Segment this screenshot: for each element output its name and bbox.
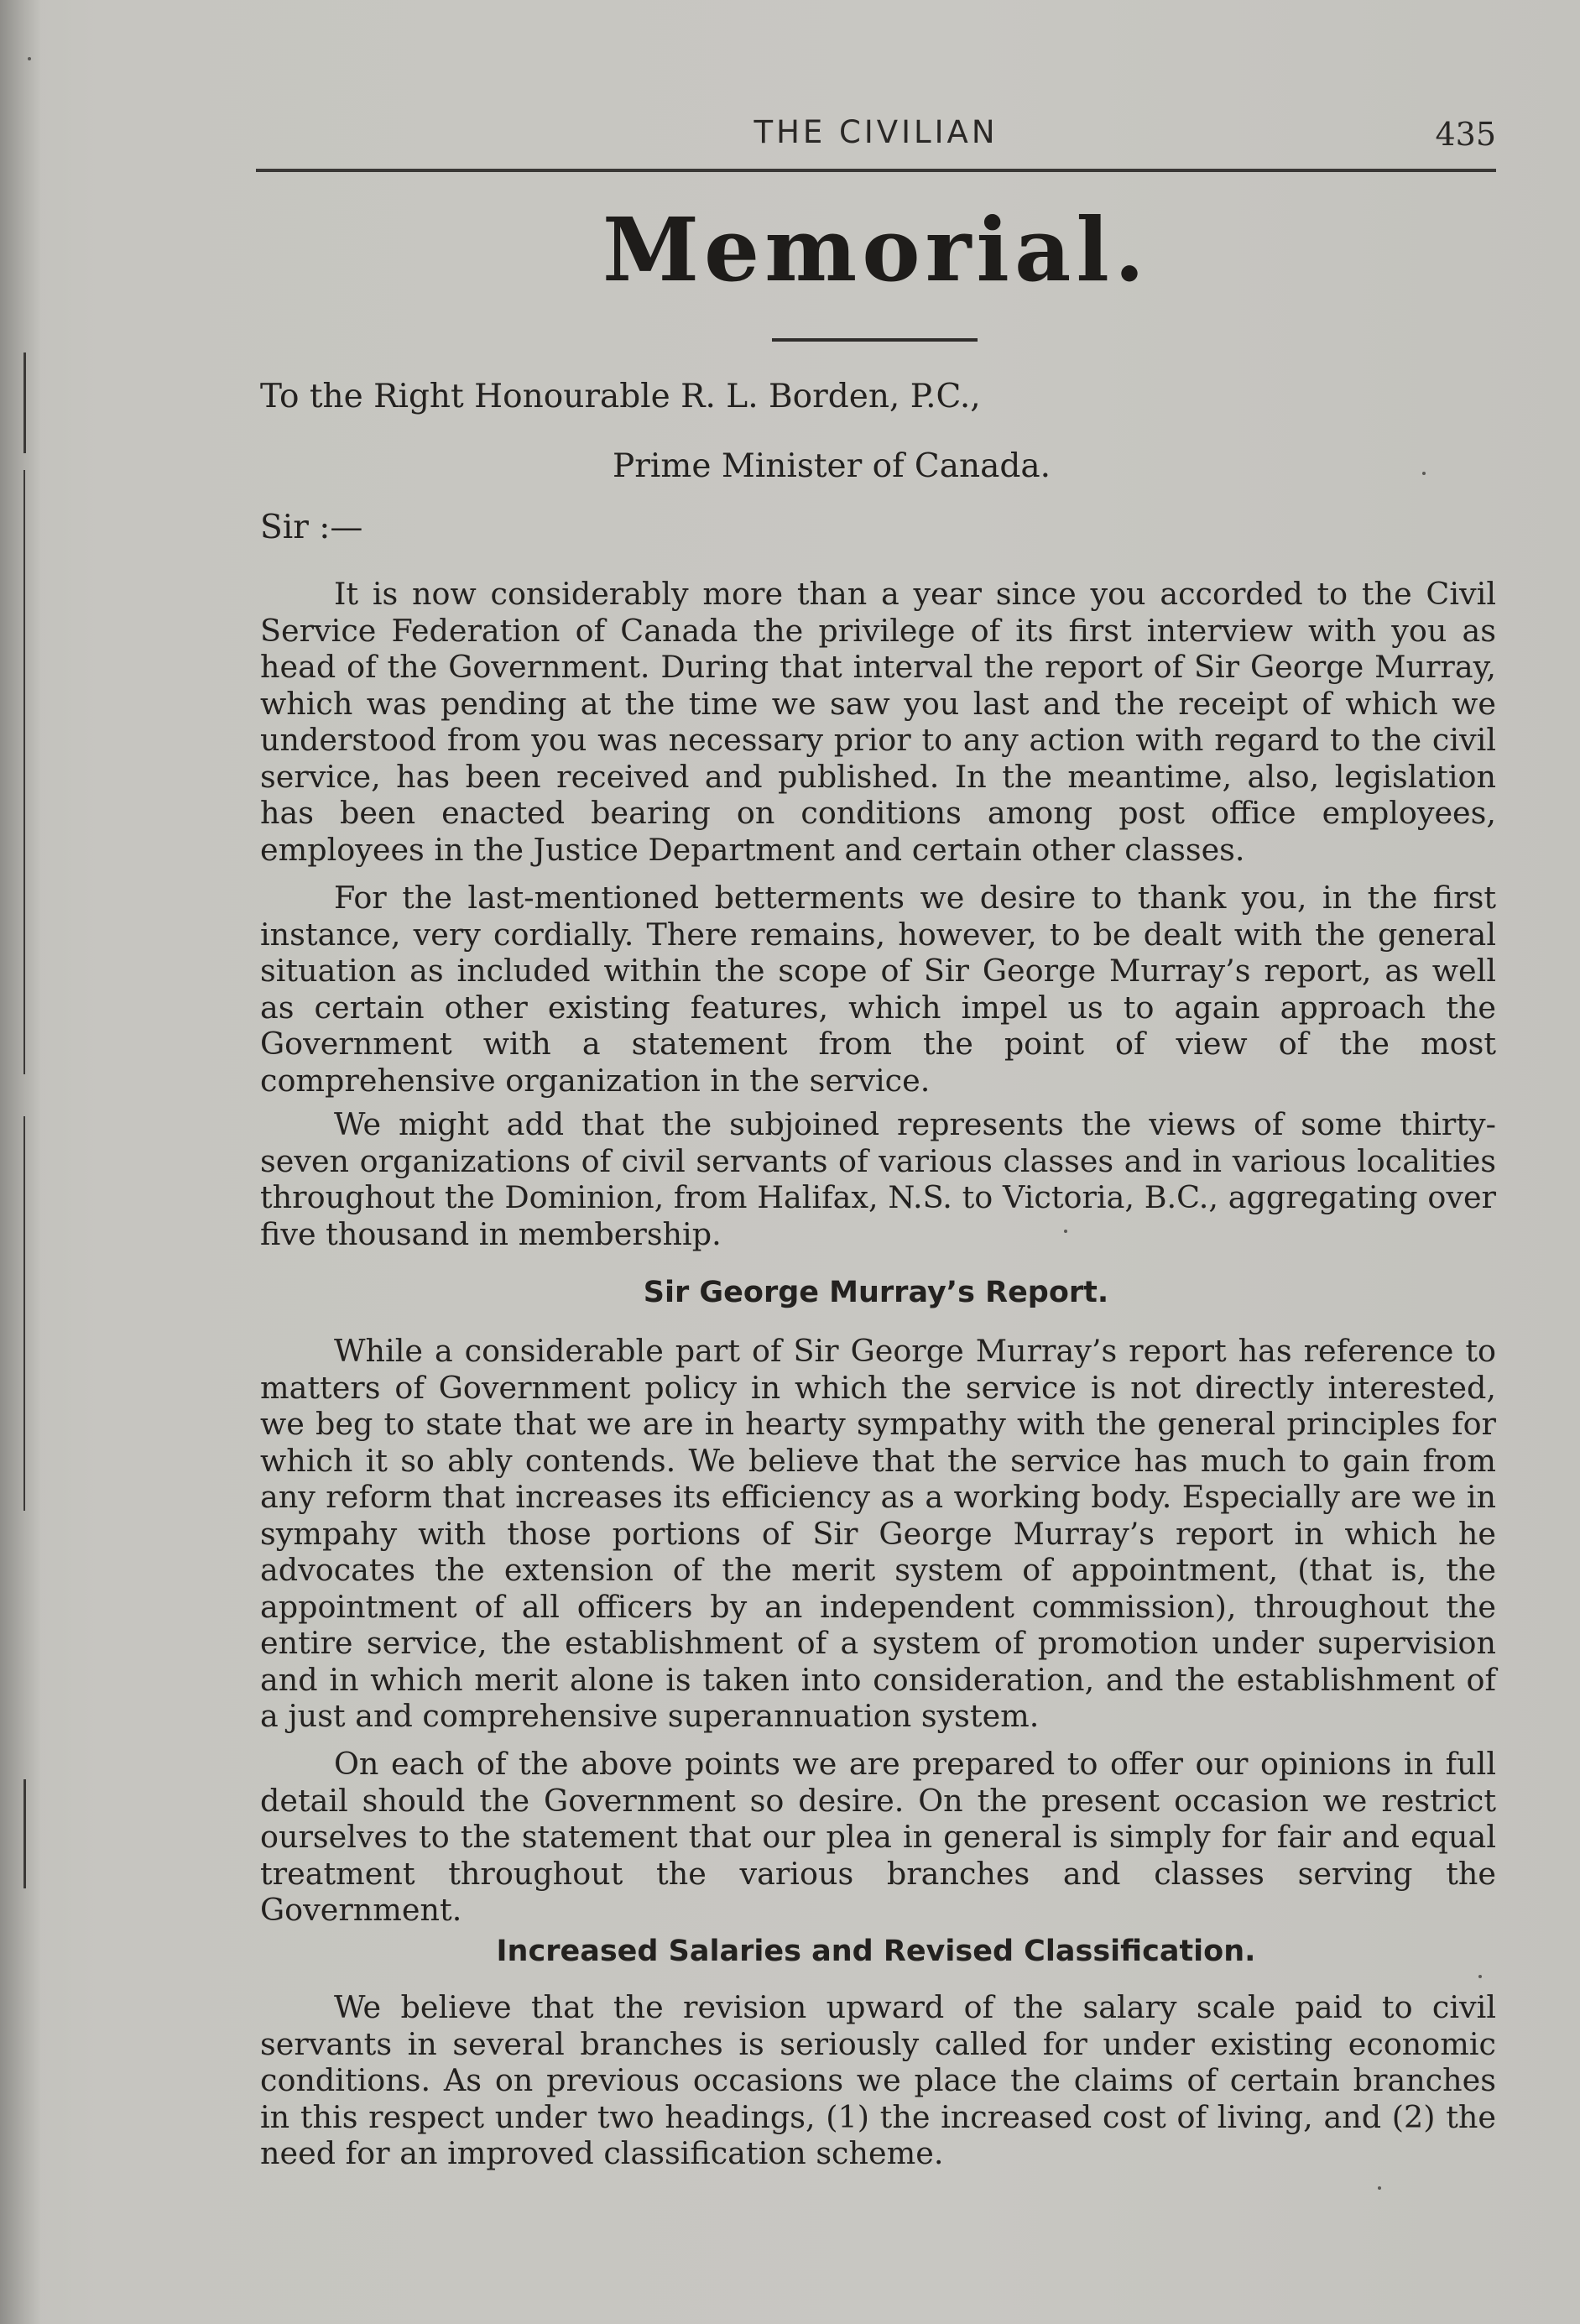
paper-speck: [1422, 472, 1426, 475]
subheading-murray-report: Sir George Murray’s Report.: [643, 1276, 1109, 1309]
page-header: [256, 111, 1496, 158]
running-title: THE CIVILIAN: [753, 114, 999, 150]
binding-mark: [23, 470, 25, 1074]
paragraph-1: It is now considerably more than a year since you accorded to the Civil Service Federation of Canada the privilege of its first interview with you as head of the Government. During that interval the report of Sir George Murray, which was pending at the time we saw you last and the receipt of which we understood from you was necessary prior to any action with regard to the civil service, has been received and published. In the meantime, also, legislation has been enacted bearing on conditions among post office employees, employees in the Justice Department and certain other classes.: [260, 576, 1496, 868]
salutation: Sir :—: [260, 509, 363, 546]
paragraph-6: We believe that the revision upward of the salary scale paid to civil servants in several branches is seriously called for under existing economic conditions. As on previous occasions we place the claims of certain branches in this respect under two headings, (1) the increased cost of living, and (2) the need for an improved classification scheme.: [260, 1989, 1496, 2171]
recipient-line: To the Right Honourable R. L. Borden, P.C.,: [260, 378, 981, 415]
paper-speck: [28, 57, 31, 60]
binding-mark: [23, 1116, 25, 1511]
page-number: 435: [1435, 116, 1496, 153]
paper-speck: [1064, 1230, 1067, 1233]
binding-mark: [23, 353, 26, 453]
binding-mark: [23, 1779, 26, 1888]
header-rule: [256, 169, 1496, 172]
paper-speck: [1478, 1975, 1482, 1978]
paragraph-4: While a considerable part of Sir George Murray’s report has reference to matters of Government policy in which the service is not directly interested, we beg to state that we are in hearty sympathy with the general principles for which it so ably contends. We believe that the service has much to gain from any reform that increases its efficiency as a working body. Especially are we in sympahy with those portions of Sir George Murray’s report in which he advocates the extension of the merit system of appointment, (that is, the appointment of all officers by an independent commission), throughout the entire service, the establishment of a system of promotion under supervision and in which merit alone is taken into consideration, and the establishment of a just and comprehensive superannuation system.: [260, 1333, 1496, 1734]
title-divider: [772, 338, 978, 342]
paragraph-3: We might add that the subjoined represents the views of some thirty-seven organizations of civil servants of various classes and in various localities throughout the Dominion, from Halifax, N.S. to Victoria, B.C., aggregating over five thousand in membership.: [260, 1106, 1496, 1252]
page-title: Memorial.: [602, 198, 1150, 301]
paragraph-2: For the last-mentioned betterments we desire to thank you, in the first instance, very cordially. There remains, however, to be dealt with the general situation as included within the scope of Sir George Murray’s report, as well as certain other existing features, which impel us to again approach the Government with a statement from the point of view of the most comprehensive organization in the service.: [260, 880, 1496, 1099]
paragraph-5: On each of the above points we are prepared to offer our opinions in full detail should the Government so desire. On the present occasion we restrict ourselves to the statement that our plea in general is simply for fair and equal treatment throughout the various branches and classes serving the Government.: [260, 1746, 1496, 1928]
binding-edge: [0, 0, 40, 2324]
recipient-office: Prime Minister of Canada.: [613, 447, 1051, 485]
subheading-salaries: Increased Salaries and Revised Classification.: [496, 1935, 1256, 1968]
paper-speck: [1378, 2186, 1381, 2190]
